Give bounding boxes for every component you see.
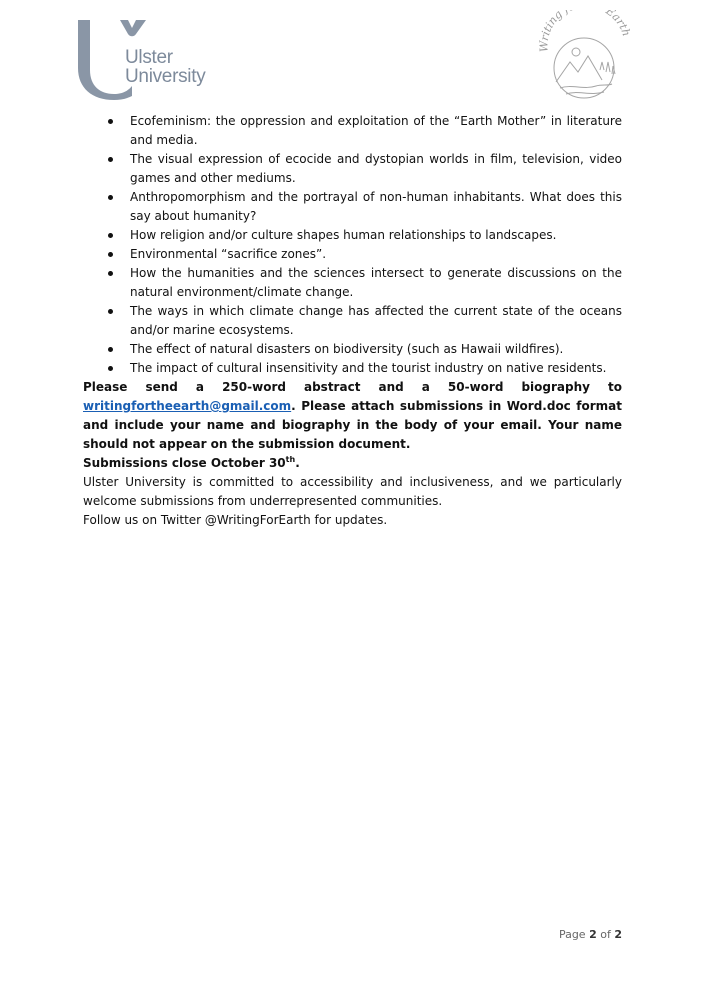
- document-body: [83, 112, 622, 530]
- bullet-icon: [108, 366, 113, 371]
- topic-text: Environmental “sacrifice zones”.: [130, 247, 327, 261]
- earth-logo-text: Writing Eart: [538, 10, 630, 53]
- submission-instructions: [83, 378, 622, 454]
- ulster-university-logo: [76, 18, 221, 100]
- topic-text: How religion and/or culture shapes human relationships to landscapes.: [130, 228, 557, 242]
- topic-text: The visual expression of ecocide and dystopian worlds in film, television, video games and other mediums.: [130, 152, 622, 185]
- list-item: [83, 340, 622, 359]
- earth-landscape-icon: [538, 10, 630, 102]
- topic-text: The effect of natural disasters on biodiversity (such as Hawaii wildfires).: [130, 342, 564, 356]
- topic-text: The impact of cultural insensitivity and the tourist industry on native residents.: [130, 361, 607, 375]
- bullet-icon: [108, 252, 113, 257]
- bullet-icon: [108, 119, 113, 124]
- bullet-icon: [108, 157, 113, 162]
- submission-deadline: [83, 454, 622, 473]
- list-item: [83, 264, 622, 302]
- accessibility-statement: Ulster University is committed to accessibility and inclusiveness, and we particularly welcome submissions from underrepresented communities.: [83, 475, 622, 508]
- list-item: [83, 112, 622, 150]
- page-number: [500, 928, 622, 941]
- of-word: of: [600, 928, 611, 941]
- list-item: [83, 359, 622, 378]
- page-word: Page: [558, 928, 586, 941]
- bullet-icon: [108, 347, 113, 352]
- deadline-prefix: Submissions close October 30: [83, 456, 286, 470]
- svg-text:Writing for the Earth: [538, 10, 630, 52]
- bullet-icon: [108, 271, 113, 276]
- list-item: [83, 245, 622, 264]
- list-item: [83, 302, 622, 340]
- submission-details: . Please attach submissions in Word.doc format and include your name and biography in the body of your email. Your name should not appear on the submission document.: [83, 399, 622, 451]
- topic-list: [83, 112, 622, 378]
- ulster-wordmark: [125, 48, 205, 86]
- list-item: [83, 188, 622, 226]
- list-item: [83, 150, 622, 188]
- email-link[interactable]: writingfortheearth@gmail.com: [83, 399, 292, 413]
- topic-text: How the humanities and the sciences intersect to generate discussions on the natural environment/climate change.: [130, 266, 622, 299]
- deadline-ordinal: th: [285, 455, 296, 464]
- bullet-icon: [108, 309, 113, 314]
- ulster-wordmark-line2: University: [125, 66, 206, 87]
- submission-intro: Please send a 250-word abstract and a 50-word biography to: [83, 380, 622, 394]
- list-item: [83, 226, 622, 245]
- current-page: 2: [589, 928, 597, 941]
- topic-text: Ecofeminism: the oppression and exploitation of the “Earth Mother” in literature and media.: [130, 114, 622, 147]
- bullet-icon: [108, 195, 113, 200]
- twitter-follow-note: Follow us on Twitter @WritingForEarth for updates.: [83, 513, 388, 527]
- bullet-icon: [108, 233, 113, 238]
- deadline-end: .: [295, 456, 300, 470]
- total-pages: 2: [614, 928, 622, 941]
- topic-text: Anthropomorphism and the portrayal of non-human inhabitants. What does this say about humanity?: [130, 190, 622, 223]
- ulster-wordmark-line1: Ulster: [125, 47, 173, 68]
- topic-text: The ways in which climate change has affected the current state of the oceans and/or marine ecosystems.: [130, 304, 622, 337]
- writing-for-the-earth-logo: [538, 10, 630, 102]
